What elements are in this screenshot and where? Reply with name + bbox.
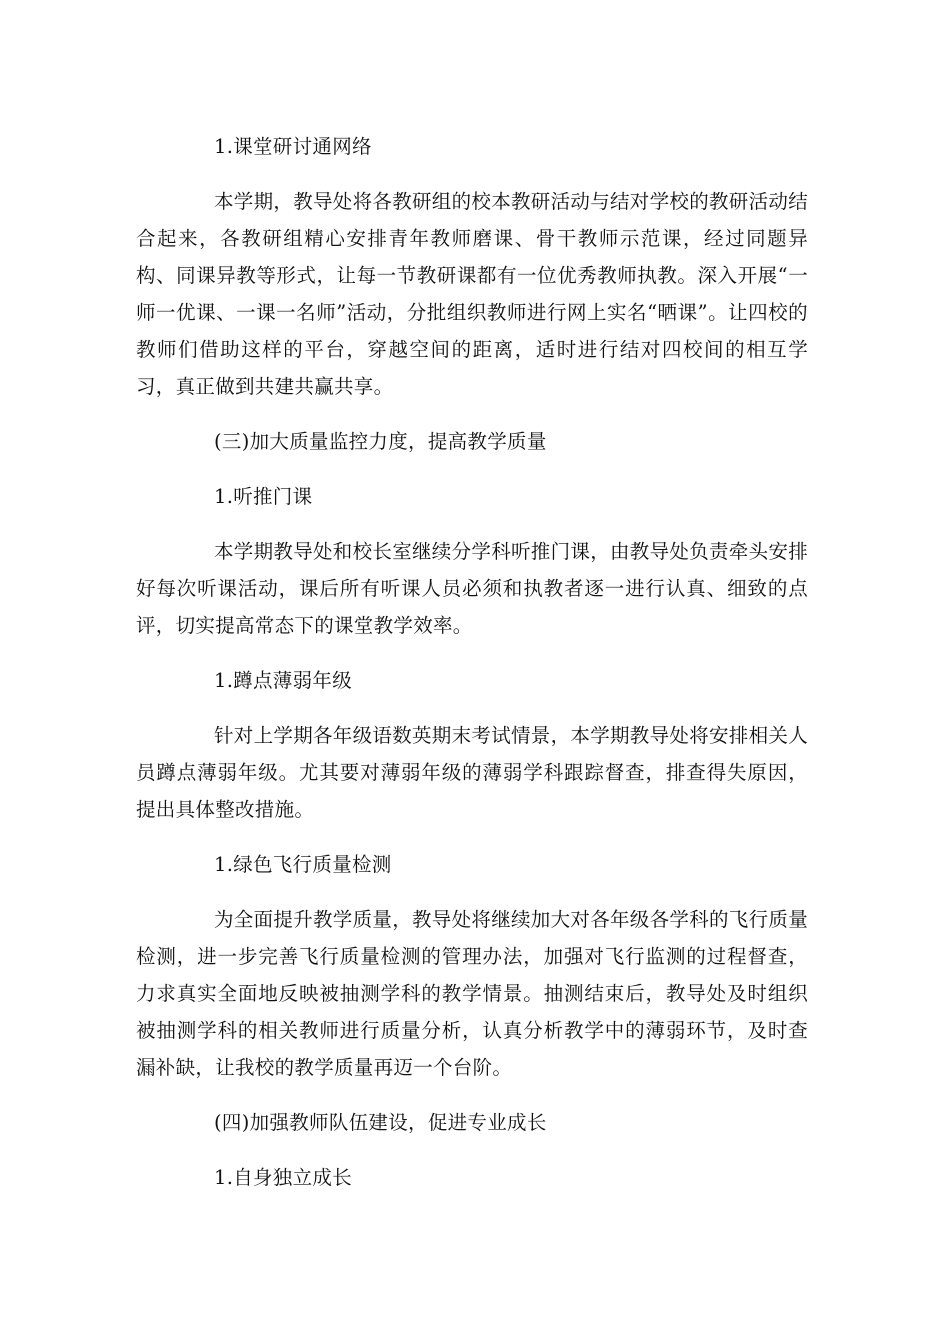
section-heading: 1.课堂研讨通网络 (214, 135, 372, 158)
paragraph: 针对上学期各年级语数英期末考试情景，本学期教导处将安排相关人员蹲点薄弱年级。尤其要对薄弱年级的薄弱学科跟踪督查，排查得失原因，提出具体整改措施。 (136, 724, 809, 821)
document-body (136, 128, 808, 1214)
paragraph: 本学期教导处和校长室继续分学科听推门课，由教导处负责牵头安排好每次听课活动，课后所有听课人员必须和执教者逐一进行认真、细致的点评，切实提高常态下的课堂教学效率。 (136, 540, 809, 637)
section-heading: (三)加大质量监控力度，提高教学质量 (214, 430, 547, 453)
section-heading: (四)加强教师队伍建设，促进专业成长 (214, 1111, 547, 1134)
section-heading: 1.绿色飞行质量检测 (214, 853, 392, 876)
section-heading: 1.蹲点薄弱年级 (214, 669, 353, 692)
section-heading: 1.听推门课 (214, 485, 313, 508)
section-heading: 1.自身独立成长 (214, 1166, 353, 1189)
paragraph: 为全面提升教学质量，教导处将继续加大对各年级各学科的飞行质量检测，进一步完善飞行质量检测的管理办法，加强对飞行监测的过程督查，力求真实全面地反映被抽测学科的教学情景。抽测结束后，教导处及时组织被抽测学科的相关教师进行质量分析，认真分析教学中的薄弱环节，及时查漏补缺，让我校的教学质量再迈一个台阶。 (136, 908, 809, 1079)
paragraph: 本学期，教导处将各教研组的校本教研活动与结对学校的教研活动结合起来，各教研组精心安排青年教师磨课、骨干教师示范课，经过同题异构、同课异教等形式，让每一节教研课都有一位优秀教师执教。深入开展“一师一优课、一课一名师”活动，分批组织教师进行网上实名“晒课”。让四校的教师们借助这样的平台，穿越空间的距离，适时进行结对四校间的相互学习，真正做到共建共赢共享。 (136, 190, 809, 398)
